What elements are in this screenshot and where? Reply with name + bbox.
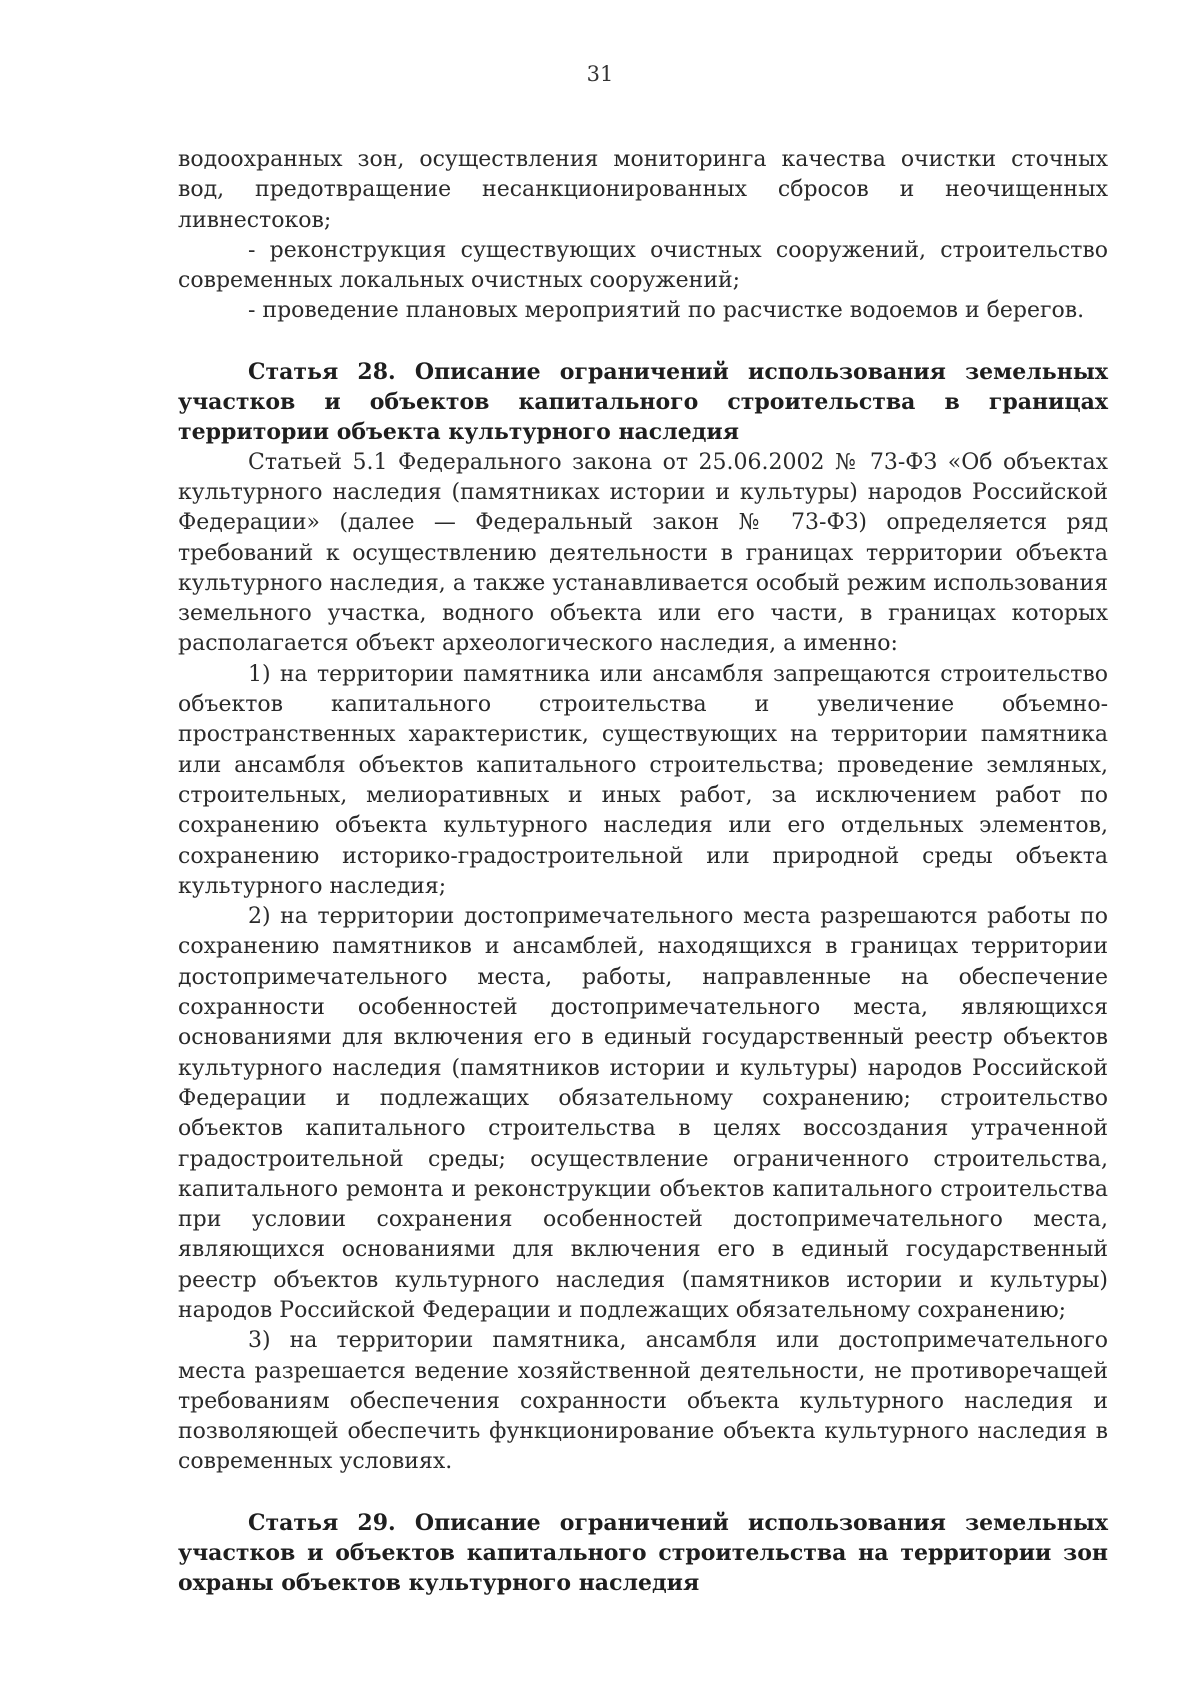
spacer [178, 327, 1108, 357]
article-29-heading: Статья 29. Описание ограничений использования земельных участков и объектов капитального строительства на территории зон охраны объектов культурного наследия [178, 1509, 1108, 1597]
article-28-item-2: 2) на территории достопримечательного места разрешаются работы по сохранению памятников и ансамблей, находящихся в границах территории достопримечательного места, работы, направленные на обеспечение сохранности особенностей достопримечательного места, являющихся основаниями для включения его в единый государственный реестр объектов культурного наследия (памятников истории и культуры) народов Российской Федерации и подлежащих обязательному сохранению; строительство объектов капитального строительства в целях воссоздания утраченной градостроительной среды; осуществление ограниченного строительства, капитального ремонта и реконструкции объектов капитального строительства при условии сохранения особенностей достопримечательного места, являющихся основаниями для включения его в единый государственный реестр объектов культурного наследия (памятников истории и культуры) народов Российской Федерации и подлежащих обязательному сохранению; [178, 904, 1108, 1323]
list-item-reconstruction: - реконструкция существующих очистных сооружений, строительство современных локальных очистных сооружений; [178, 237, 1108, 294]
page-number: 31 [586, 62, 614, 86]
article-28-item-3: 3) на территории памятника, ансамбля или достопримечательного места разрешается ведение хозяйственной деятельности, не противоречащей требованиям обеспечения сохранности объекта культурного наследия и позволяющей обеспечить функционирование объекта культурного наследия в современных условиях. [178, 1328, 1108, 1475]
list-item-cleaning: - проведение плановых мероприятий по расчистке водоемов и берегов. [248, 298, 1085, 324]
article-28-item-1: 1) на территории памятника или ансамбля запрещаются строительство объектов капитального строительства и увеличение объемно-пространственных характеристик, существующих на территории памятника или ансамбля объектов капитального строительства; проведение земляных, строительных, мелиоративных и иных работ, за исключением работ по сохранению объекта культурного наследия или его отдельных элементов, сохранению историко-градостроительной или природной среды объекта культурного наследия; [178, 661, 1108, 899]
paragraph-water-protection: водоохранных зон, осуществления мониторинга качества очистки сточных вод, предотвращение несанкционированных сбросов и неочищенных ливнестоков; [178, 147, 1108, 233]
article-28-intro: Статьей 5.1 Федерального закона от 25.06.2002 № 73-ФЗ «Об объектах культурного наследия (памятниках истории и культуры) народов Российской Федерации» (далее — Федеральный закон № 73-ФЗ) определяется ряд требований к осуществлению деятельности в границах территории объекта культурного наследия, а также устанавливается особый режим использования земельного участка, водного объекта или его части, в границах которых располагается объект археологического наследия, а именно: [178, 449, 1108, 657]
spacer [178, 1478, 1108, 1508]
page-content [178, 145, 1108, 1599]
article-28-heading: Статья 28. Описание ограничений использования земельных участков и объектов капитального строительства в границах территории объекта культурного наследия [178, 358, 1108, 446]
